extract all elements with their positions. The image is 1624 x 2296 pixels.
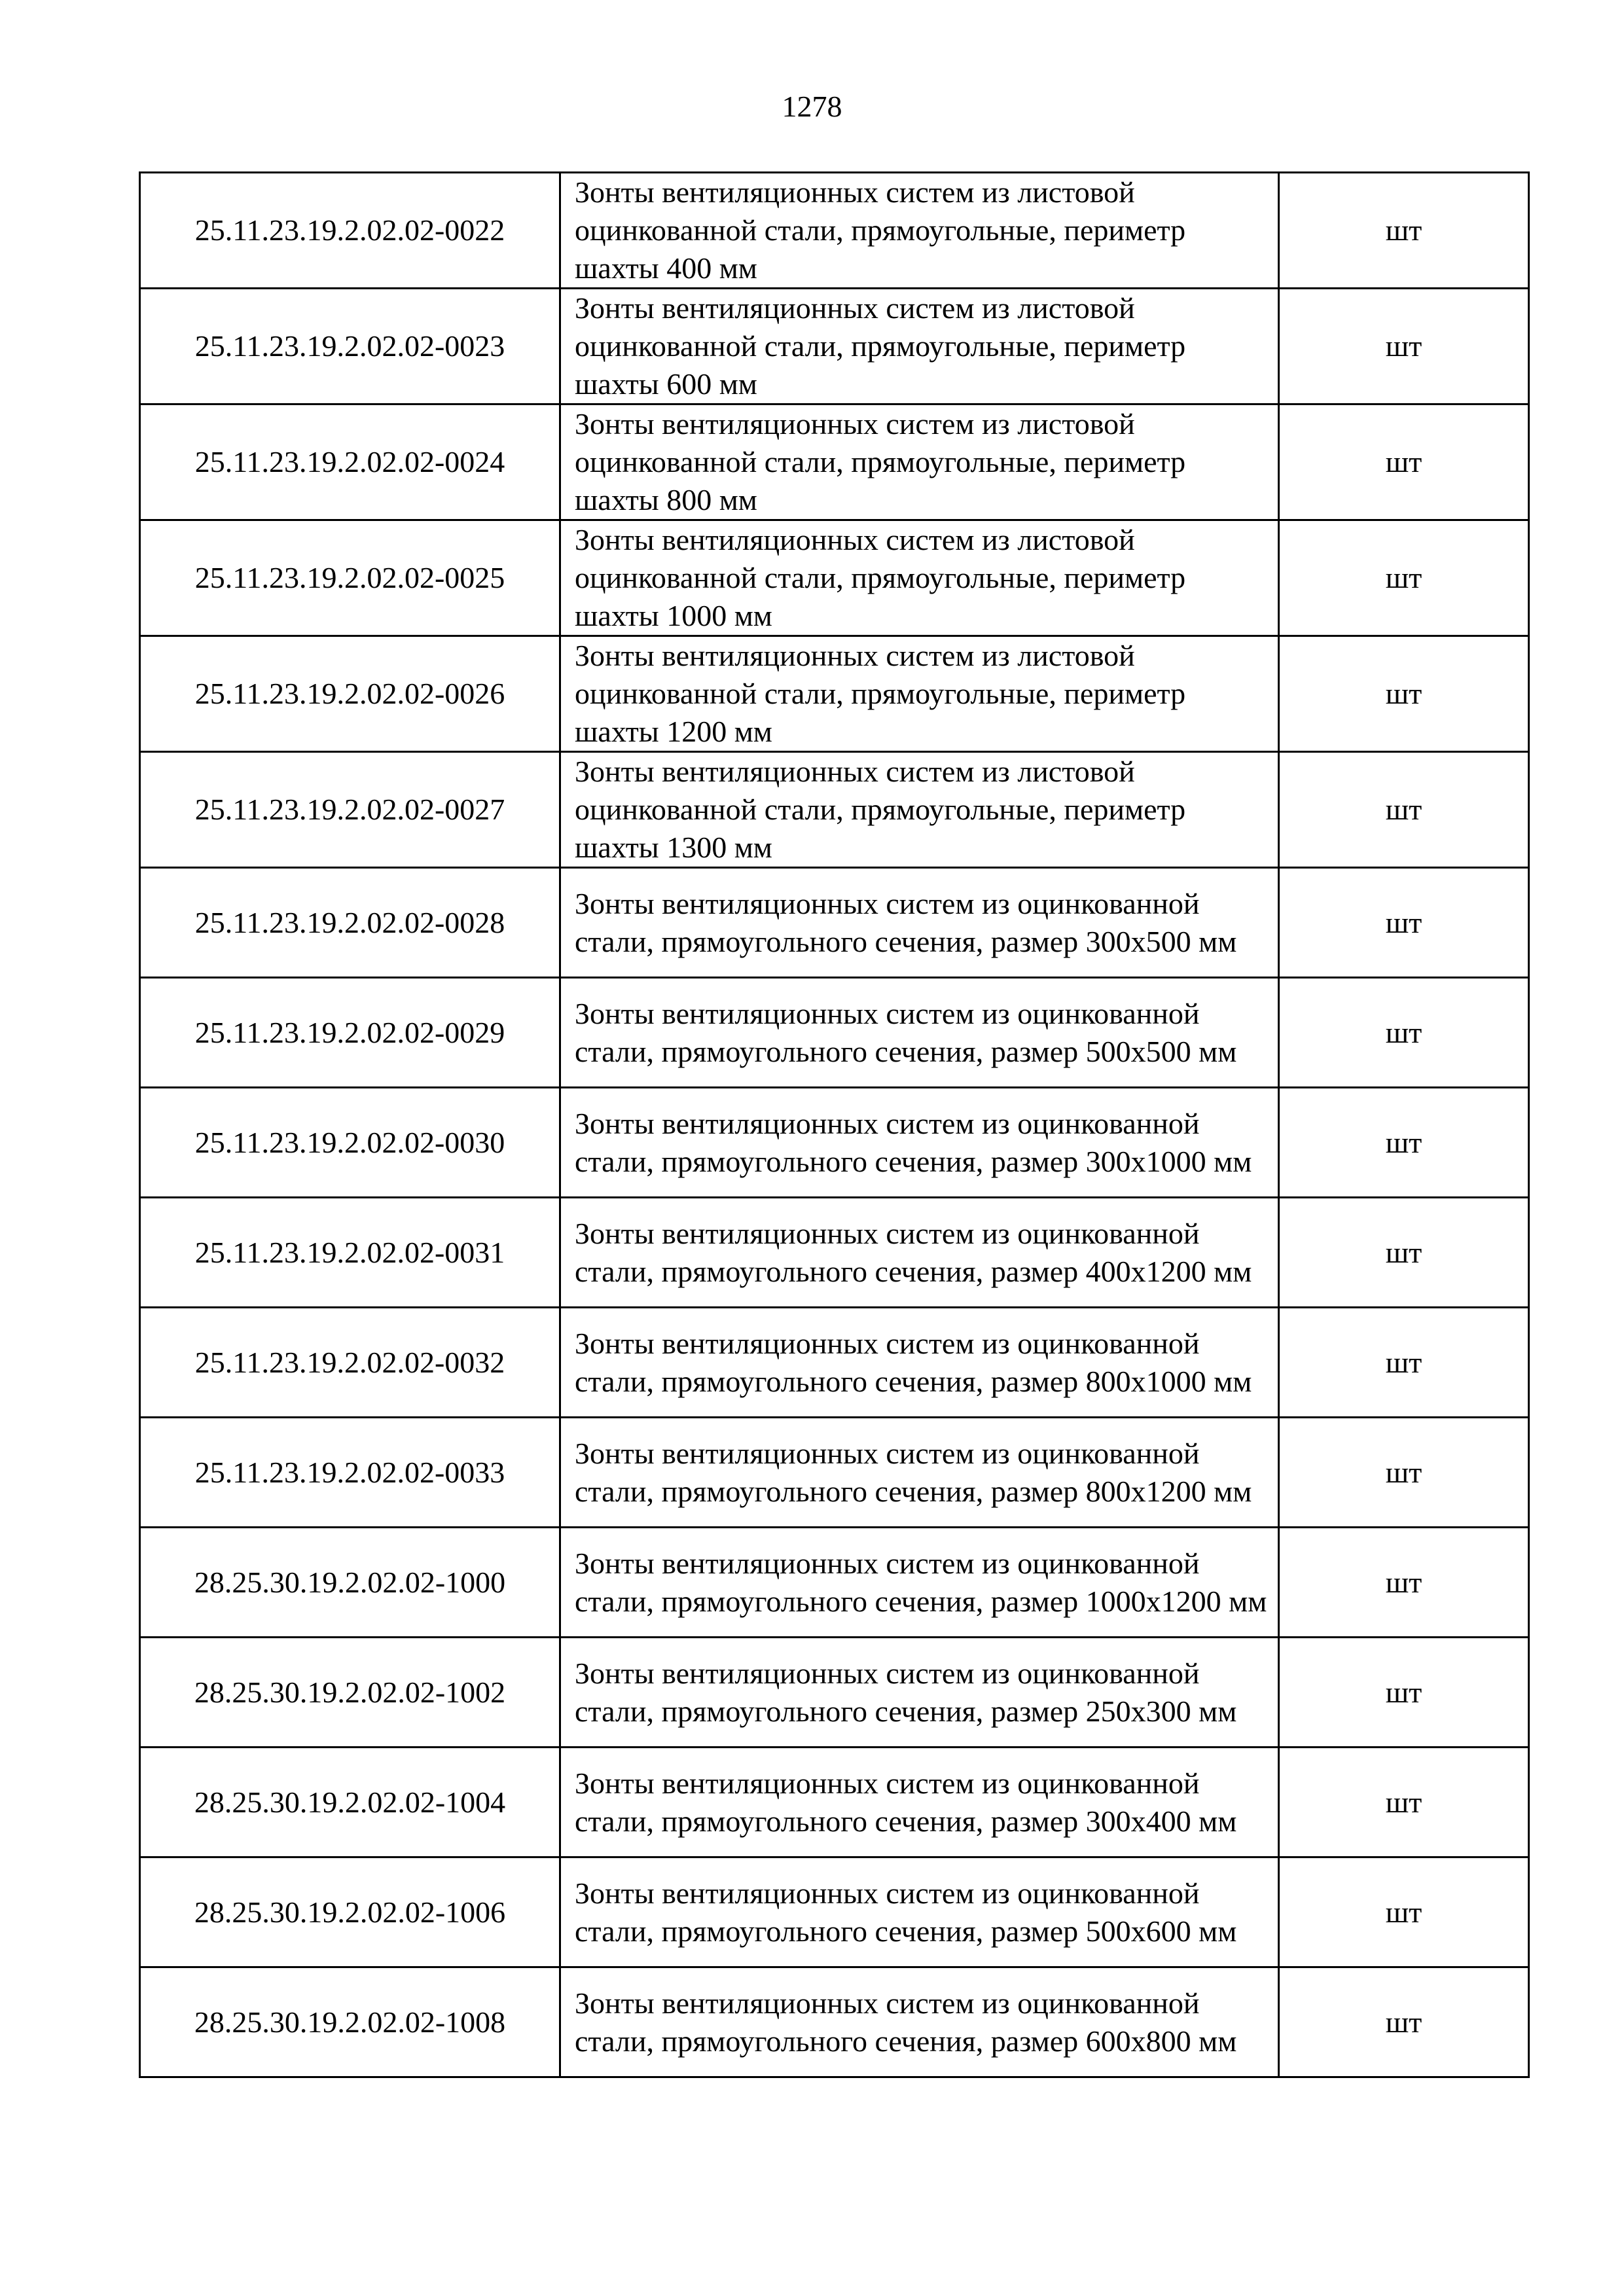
item-description-cell: Зонты вентиляционных систем из листовой оцинкованной стали, прямоугольные, периметр шахты 800 мм: [560, 404, 1279, 520]
table-row: [140, 1418, 1529, 1528]
item-description-cell: Зонты вентиляционных систем из оцинкованной стали, прямоугольного сечения, размер 250х300 мм: [560, 1638, 1279, 1748]
table-row: [140, 1967, 1529, 2077]
item-description-cell: Зонты вентиляционных систем из оцинкованной стали, прямоугольного сечения, размер 300х400 мм: [560, 1748, 1279, 1857]
item-unit-cell: шт: [1279, 289, 1529, 404]
item-unit-cell: шт: [1279, 1088, 1529, 1198]
table-row: [140, 404, 1529, 520]
item-code-cell: 28.25.30.19.2.02.02-1008: [140, 1967, 560, 2077]
item-description-cell: Зонты вентиляционных систем из оцинкованной стали, прямоугольного сечения, размер 500х500 мм: [560, 978, 1279, 1088]
table-row: [140, 1638, 1529, 1748]
table-row: [140, 1857, 1529, 1967]
item-description-cell: Зонты вентиляционных систем из листовой оцинкованной стали, прямоугольные, периметр шахты 400 мм: [560, 173, 1279, 289]
item-code-cell: 25.11.23.19.2.02.02-0024: [140, 404, 560, 520]
item-code-cell: 25.11.23.19.2.02.02-0029: [140, 978, 560, 1088]
table-row: [140, 636, 1529, 752]
item-code-cell: 25.11.23.19.2.02.02-0032: [140, 1308, 560, 1418]
item-unit-cell: шт: [1279, 404, 1529, 520]
item-description-cell: Зонты вентиляционных систем из оцинкованной стали, прямоугольного сечения, размер 300х500 мм: [560, 868, 1279, 978]
item-code-cell: 28.25.30.19.2.02.02-1000: [140, 1528, 560, 1638]
table-row: [140, 1528, 1529, 1638]
item-description-cell: Зонты вентиляционных систем из листовой оцинкованной стали, прямоугольные, периметр шахты 1000 мм: [560, 520, 1279, 636]
item-unit-cell: шт: [1279, 1198, 1529, 1308]
item-code-cell: 25.11.23.19.2.02.02-0033: [140, 1418, 560, 1528]
catalog-table-body: [140, 173, 1529, 2077]
item-description-cell: Зонты вентиляционных систем из оцинкованной стали, прямоугольного сечения, размер 800х1200 мм: [560, 1418, 1279, 1528]
item-code-cell: 25.11.23.19.2.02.02-0028: [140, 868, 560, 978]
item-unit-cell: шт: [1279, 1857, 1529, 1967]
item-description-cell: Зонты вентиляционных систем из оцинкованной стали, прямоугольного сечения, размер 600х800 мм: [560, 1967, 1279, 2077]
item-unit-cell: шт: [1279, 1638, 1529, 1748]
table-row: [140, 868, 1529, 978]
item-unit-cell: шт: [1279, 173, 1529, 289]
table-row: [140, 520, 1529, 636]
item-unit-cell: шт: [1279, 1748, 1529, 1857]
item-code-cell: 28.25.30.19.2.02.02-1004: [140, 1748, 560, 1857]
item-unit-cell: шт: [1279, 868, 1529, 978]
catalog-table: [139, 171, 1530, 2078]
item-unit-cell: шт: [1279, 520, 1529, 636]
item-unit-cell: шт: [1279, 978, 1529, 1088]
item-unit-cell: шт: [1279, 1308, 1529, 1418]
page-number: 1278: [782, 90, 842, 123]
item-code-cell: 25.11.23.19.2.02.02-0026: [140, 636, 560, 752]
table-row: [140, 1308, 1529, 1418]
item-code-cell: 25.11.23.19.2.02.02-0025: [140, 520, 560, 636]
table-row: [140, 1748, 1529, 1857]
item-description-cell: Зонты вентиляционных систем из листовой оцинкованной стали, прямоугольные, периметр шахты 600 мм: [560, 289, 1279, 404]
table-row: [140, 289, 1529, 404]
item-code-cell: 28.25.30.19.2.02.02-1006: [140, 1857, 560, 1967]
item-code-cell: 28.25.30.19.2.02.02-1002: [140, 1638, 560, 1748]
item-unit-cell: шт: [1279, 752, 1529, 868]
item-code-cell: 25.11.23.19.2.02.02-0023: [140, 289, 560, 404]
item-code-cell: 25.11.23.19.2.02.02-0027: [140, 752, 560, 868]
item-description-cell: Зонты вентиляционных систем из листовой оцинкованной стали, прямоугольные, периметр шахты 1300 мм: [560, 752, 1279, 868]
table-row: [140, 752, 1529, 868]
table-row: [140, 978, 1529, 1088]
item-description-cell: Зонты вентиляционных систем из оцинкованной стали, прямоугольного сечения, размер 1000х1200 мм: [560, 1528, 1279, 1638]
table-row: [140, 1198, 1529, 1308]
item-description-cell: Зонты вентиляционных систем из оцинкованной стали, прямоугольного сечения, размер 500х600 мм: [560, 1857, 1279, 1967]
table-row: [140, 1088, 1529, 1198]
item-code-cell: 25.11.23.19.2.02.02-0022: [140, 173, 560, 289]
item-unit-cell: шт: [1279, 1418, 1529, 1528]
item-description-cell: Зонты вентиляционных систем из оцинкованной стали, прямоугольного сечения, размер 400х1200 мм: [560, 1198, 1279, 1308]
table-row: [140, 173, 1529, 289]
item-code-cell: 25.11.23.19.2.02.02-0031: [140, 1198, 560, 1308]
item-description-cell: Зонты вентиляционных систем из оцинкованной стали, прямоугольного сечения, размер 800х1000 мм: [560, 1308, 1279, 1418]
item-description-cell: Зонты вентиляционных систем из оцинкованной стали, прямоугольного сечения, размер 300х1000 мм: [560, 1088, 1279, 1198]
item-unit-cell: шт: [1279, 636, 1529, 752]
item-description-cell: Зонты вентиляционных систем из листовой оцинкованной стали, прямоугольные, периметр шахты 1200 мм: [560, 636, 1279, 752]
item-code-cell: 25.11.23.19.2.02.02-0030: [140, 1088, 560, 1198]
item-unit-cell: шт: [1279, 1528, 1529, 1638]
item-unit-cell: шт: [1279, 1967, 1529, 2077]
